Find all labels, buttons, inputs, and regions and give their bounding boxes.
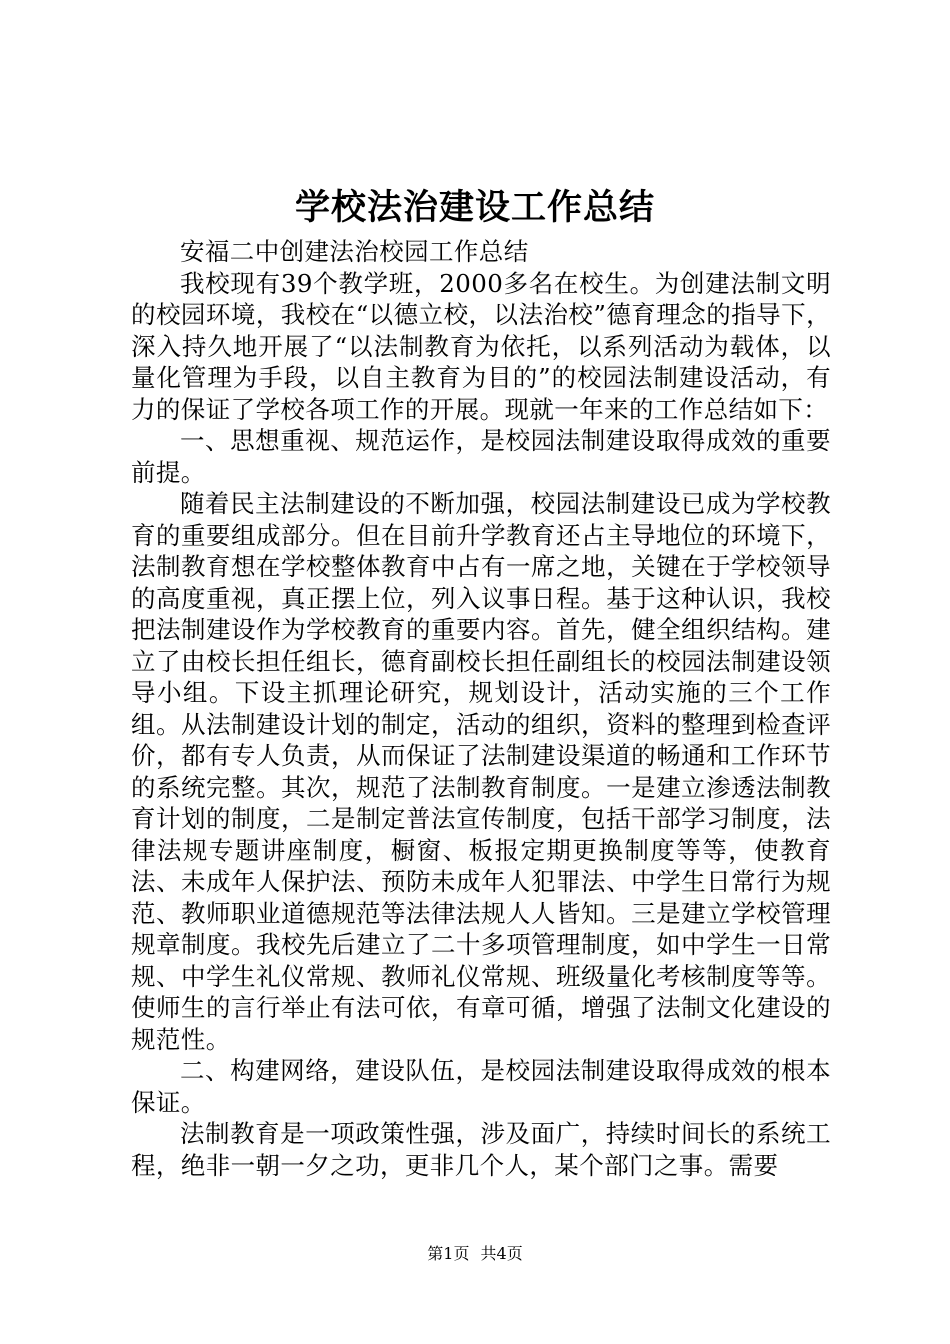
intro-paragraph: 我校现有39个教学班，2000多名在校生。为创建法制文明的校园环境，我校在“以德立校，以法治校”德育理念的指导下，深入持久地开展了“以法制教育为依托，以系列活动为载体，以量化管理为手段，以自主教育为目的”的校园法制建设活动，有力的保证了学校各项工作的开展。现就一年来的工作总结如下： xyxy=(131,268,831,424)
section-heading-2: 二、构建网络，建设队伍，是校园法制建设取得成效的根本保证。 xyxy=(131,1056,831,1117)
page-total: 共4页 xyxy=(480,1244,523,1263)
section-body-1: 随着民主法制建设的不断加强，校园法制建设已成为学校教育的重要组成部分。但在目前升学教育还占主导地位的环境下，法制教育想在学校整体教育中占有一席之地，关键在于学校领导的高度重视，真正摆上位，列入议事日程。基于这种认识，我校把法制建设作为学校教育的重要内容。首先，健全组织结构。建立了由校长担任组长，德育副校长担任副组长的校园法制建设领导小组。下设主抓理论研究，规划设计，活动实施的三个工作组。从法制建设计划的制定，活动的组织，资料的整理到检查评价，都有专人负责，从而保证了法制建设渠道的畅通和工作环节的系统完整。其次，规范了法制教育制度。一是建立渗透法制教育计划的制度，二是制定普法宣传制度，包括干部学习制度，法律法规专题讲座制度，橱窗、板报定期更换制度等等，使教育法、未成年人保护法、预防未成年人犯罪法、中学生日常行为规范、教师职业道德规范等法律法规人人皆知。三是建立学校管理规章制度。我校先后建立了二十多项管理制度，如中学生一日常规、中学生礼仪常规、教师礼仪常规、班级量化考核制度等等。使师生的言行举止有法可依，有章可循，增强了法制文化建设的规范性。 xyxy=(131,489,831,1054)
page-footer xyxy=(0,1243,950,1265)
section-heading-1: 一、思想重视、规范运作，是校园法制建设取得成效的重要前提。 xyxy=(131,426,831,487)
subtitle-paragraph: 安福二中创建法治校园工作总结 xyxy=(180,237,529,266)
page-number: 第1页 xyxy=(427,1244,470,1263)
section-body-2: 法制教育是一项政策性强，涉及面广，持续时间长的系统工程，绝非一朝一夕之功，更非几个人，某个部门之事。需要 xyxy=(131,1119,831,1180)
document-body xyxy=(131,236,831,1181)
document-title: 学校法治建设工作总结 xyxy=(294,187,655,228)
